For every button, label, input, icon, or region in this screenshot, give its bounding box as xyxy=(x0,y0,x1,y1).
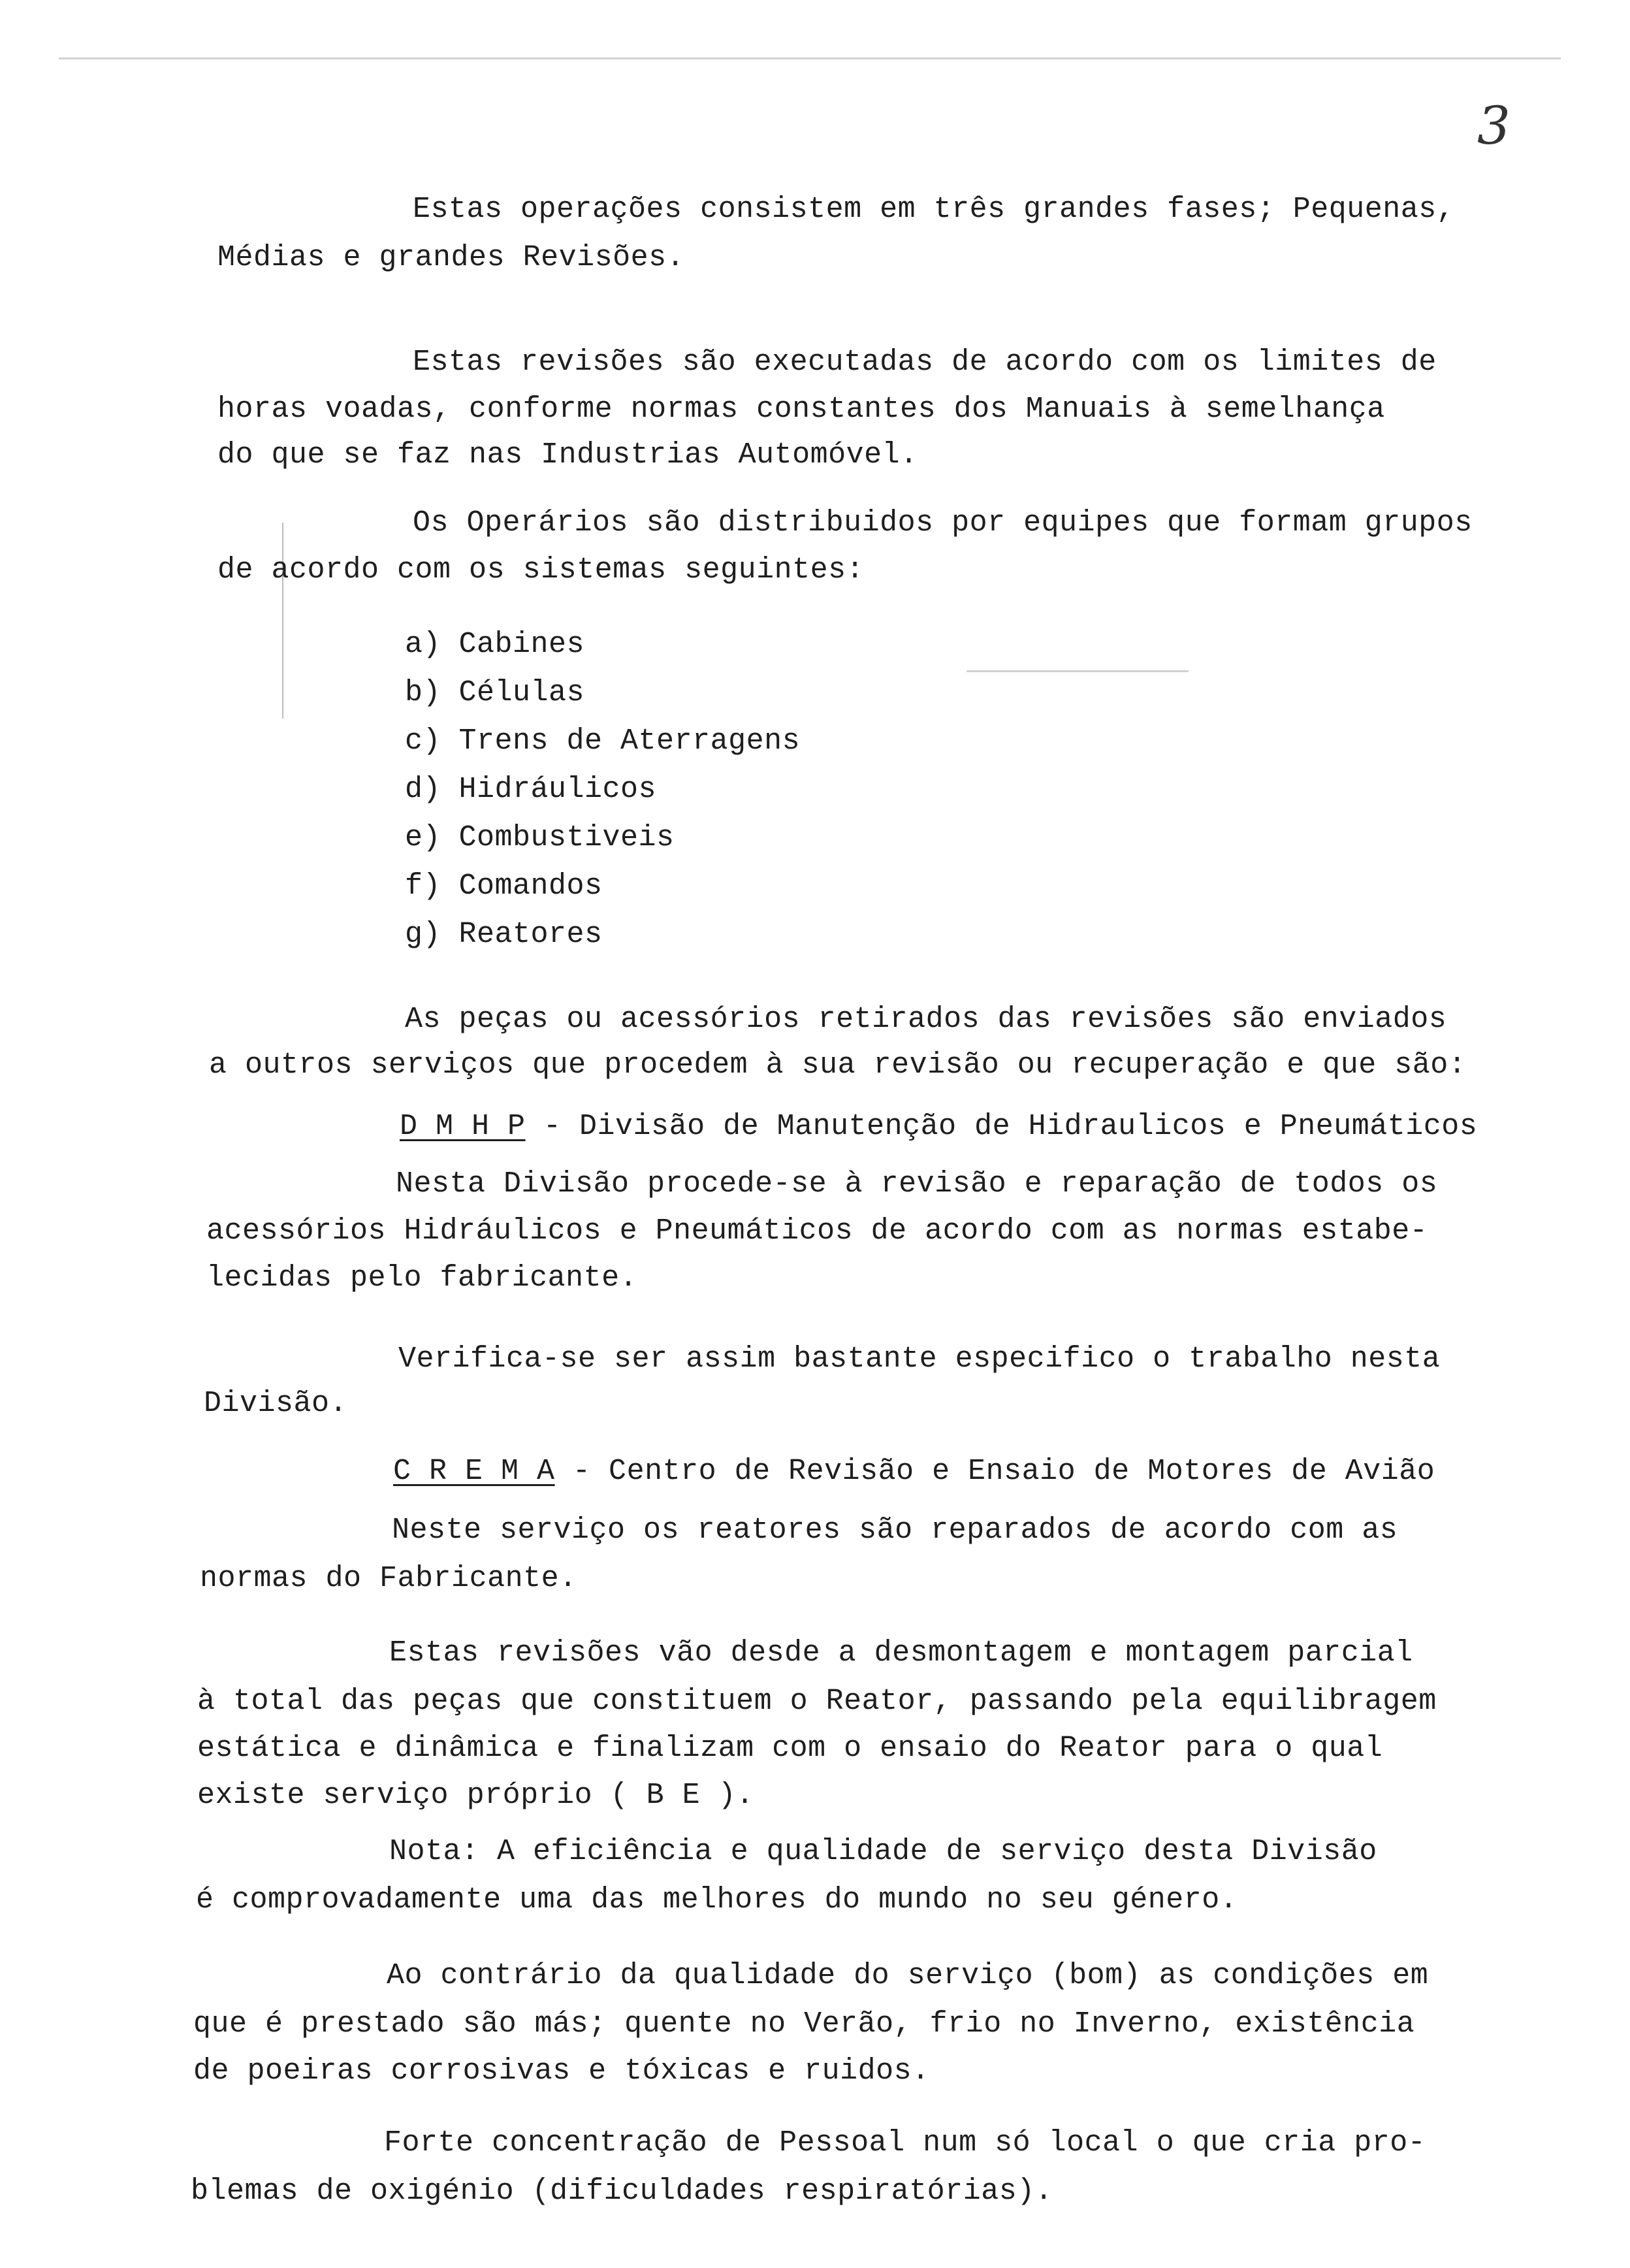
list-item: g) Reatores xyxy=(405,918,603,951)
paragraph-1-line-1: Estas operações consistem em três grandes fases; Pequenas, xyxy=(413,193,1455,226)
list-item: a) Cabines xyxy=(405,628,585,661)
paragraph-6-line-1: Estas revisões vão desde a desmontagem e montagem parcial xyxy=(389,1636,1413,1670)
dmhp-heading xyxy=(400,1110,1477,1143)
note-line-2: é comprovadamente uma das melhores do mundo no seu género. xyxy=(196,1883,1238,1917)
note-line-1: Nota: A eficiência e qualidade de serviço desta Divisão xyxy=(389,1835,1377,1868)
paragraph-6-line-3: estática e dinâmica e finalizam com o ensaio do Reator para o qual xyxy=(197,1732,1383,1765)
paragraph-6-line-4: existe serviço próprio ( B E ). xyxy=(197,1779,754,1812)
paragraph-7-line-3: de poeiras corrosivas e tóxicas e ruidos. xyxy=(193,2054,930,2088)
list-item: c) Trens de Aterragens xyxy=(405,724,801,758)
paragraph-4-line-2: a outros serviços que procedem à sua revisão ou recuperação e que são: xyxy=(209,1048,1467,1082)
list-item: f) Comandos xyxy=(405,869,603,903)
paragraph-7-line-1: Ao contrário da qualidade do serviço (bom) as condições em xyxy=(387,1959,1429,1992)
dmhp-acronym: D M H P xyxy=(400,1110,526,1143)
list-item: d) Hidráulicos xyxy=(405,773,657,806)
crema-title: - Centro de Revisão e Ensaio de Motores de Avião xyxy=(554,1455,1435,1488)
paragraph-2-line-3: do que se faz nas Industrias Automóvel. xyxy=(217,438,918,472)
page-number: 3 xyxy=(1477,95,1510,156)
paragraph-3-line-1: Os Operários são distribuidos por equipes que formam grupos xyxy=(413,506,1473,540)
crema-line-2: normas do Fabricante. xyxy=(200,1562,577,1595)
list-item: b) Células xyxy=(405,676,585,709)
scan-smudge xyxy=(967,670,1189,672)
crema-line-1: Neste serviço os reatores são reparados de acordo com as xyxy=(392,1514,1398,1547)
paragraph-7-line-2: que é prestado são más; quente no Verão, frio no Inverno, existência xyxy=(193,2007,1415,2041)
paragraph-1-line-2: Médias e grandes Revisões. xyxy=(217,241,685,274)
dmhp-line-2: acessórios Hidráulicos e Pneumáticos de acordo com as normas estabe- xyxy=(206,1214,1428,1248)
margin-pencil-mark xyxy=(282,523,283,719)
dmhp-title: - Divisão de Manutenção de Hidraulicos e Pneumáticos xyxy=(525,1110,1478,1143)
crema-acronym: C R E M A xyxy=(393,1455,555,1488)
paragraph-8-line-1: Forte concentração de Pessoal num só local o que cria pro- xyxy=(384,2126,1426,2160)
paragraph-3-line-2: de acordo com os sistemas seguintes: xyxy=(217,553,865,587)
paragraph-2-line-1: Estas revisões são executadas de acordo com os limites de xyxy=(413,346,1437,379)
paragraph-8-line-2: blemas de oxigénio (dificuldades respiratórias). xyxy=(191,2175,1053,2208)
dmhp-line-1: Nesta Divisão procede-se à revisão e reparação de todos os xyxy=(396,1167,1438,1201)
top-edge-smudge xyxy=(59,57,1561,59)
crema-heading xyxy=(393,1455,1435,1488)
paragraph-2-line-2: horas voadas, conforme normas constantes dos Manuais à semelhança xyxy=(217,393,1385,426)
dmhp-line-3: lecidas pelo fabricante. xyxy=(206,1261,638,1295)
list-item: e) Combustiveis xyxy=(405,821,675,854)
paragraph-5-line-2: Divisão. xyxy=(204,1387,348,1420)
paragraph-4-line-1: As peças ou acessórios retirados das revisões são enviados xyxy=(405,1003,1447,1036)
paragraph-6-line-2: à total das peças que constituem o Reator, passando pela equilibragem xyxy=(197,1685,1437,1718)
paragraph-5-line-1: Verifica-se ser assim bastante especifico o trabalho nesta xyxy=(398,1342,1441,1376)
